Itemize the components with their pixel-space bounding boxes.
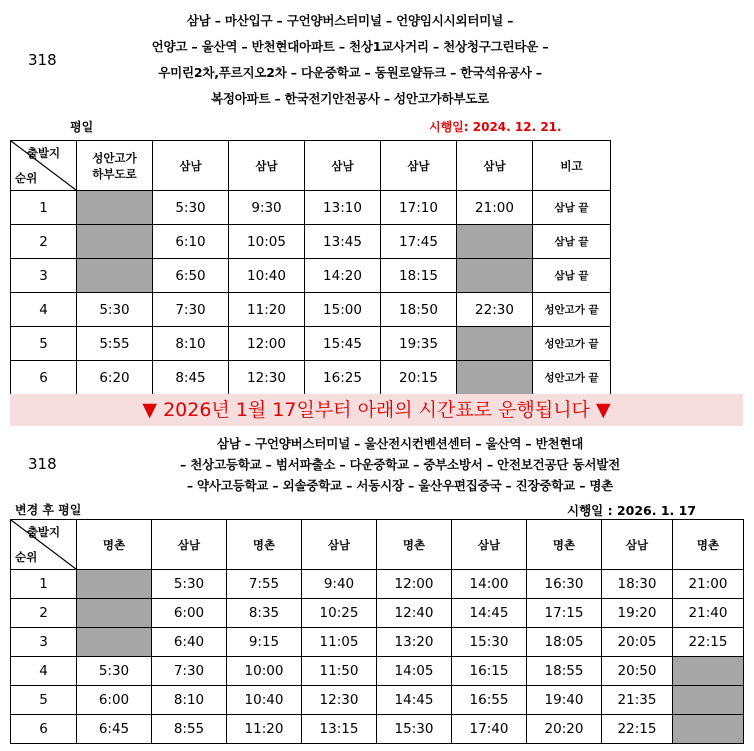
schedule-change-banner: ▼ 2026년 1월 17일부터 아래의 시간표로 운행됩니다 ▼ [10,394,743,426]
time-cell: 13:10 [305,191,381,225]
column-header: 비고 [533,141,611,191]
column-header: 삼남 [452,520,527,570]
note-cell: 성안고가 끝 [533,293,611,327]
time-cell: 13:15 [302,715,377,744]
time-cell: 19:20 [602,599,673,628]
time-cell: 8:10 [152,686,227,715]
empty-cell [77,628,152,657]
empty-cell [673,715,744,744]
table-row [11,225,611,259]
rank-cell: 4 [11,293,77,327]
rank-cell: 4 [11,657,77,686]
time-cell: 22:15 [602,715,673,744]
time-cell: 15:30 [452,628,527,657]
table-row [11,259,611,293]
time-cell: 16:55 [452,686,527,715]
time-cell: 17:15 [527,599,602,628]
corner-cell [11,141,77,191]
empty-cell [77,259,153,293]
corner-bottom-label: 순위 [15,550,38,564]
rank-cell: 5 [11,686,77,715]
time-cell: 6:00 [77,686,152,715]
time-cell: 18:50 [381,293,457,327]
time-cell: 12:00 [377,570,452,599]
empty-cell [457,327,533,361]
time-cell: 6:20 [77,361,153,395]
corner-top-label: 출발지 [26,525,61,539]
empty-cell [77,599,152,628]
rank-cell: 1 [11,191,77,225]
timetable-1 [10,140,611,395]
table-row [11,361,611,395]
empty-cell [457,259,533,293]
time-cell: 12:40 [377,599,452,628]
time-cell: 7:30 [152,657,227,686]
column-header: 삼남 [229,141,305,191]
note-cell: 삼남 끝 [533,259,611,293]
time-cell: 16:25 [305,361,381,395]
stops-line: 우미린2차,푸르지오2차 – 다운중학교 – 동원로얄듀크 – 한국석유공사 – [158,65,542,80]
stops-line: 언양고 – 울산역 – 반천현대아파트 – 천상1교사거리 – 천상청구그린타운 – [151,39,549,54]
column-header: 성안고가 하부도로 [77,141,153,191]
day-type-label: 변경 후 평일 [15,503,82,517]
route-number: 318 [28,51,57,69]
table-row [11,570,744,599]
column-header: 명촌 [227,520,302,570]
empty-cell [673,686,744,715]
rank-cell: 3 [11,259,77,293]
route-number: 318 [28,455,57,473]
route-stops [70,11,630,115]
column-header: 삼남 [457,141,533,191]
time-cell: 9:30 [229,191,305,225]
time-cell: 8:10 [153,327,229,361]
time-cell: 11:20 [229,293,305,327]
table-row [11,715,744,744]
time-cell: 6:00 [152,599,227,628]
rank-cell: 5 [11,327,77,361]
table-row [11,686,744,715]
time-cell: 11:05 [302,628,377,657]
time-cell: 11:20 [227,715,302,744]
stops-line: 삼남 – 구언양버스터미널 – 울산전시컨벤션센터 – 울산역 – 반천현대 [216,436,584,451]
time-cell: 20:05 [602,628,673,657]
time-cell: 17:10 [381,191,457,225]
table-row [11,327,611,361]
table-row [11,657,744,686]
time-cell: 5:30 [77,657,152,686]
empty-cell [77,225,153,259]
table-row [11,191,611,225]
stops-line: 삼남 – 마산입구 – 구언양버스터미널 – 언양임시시외터미널 – [186,13,514,28]
time-cell: 8:35 [227,599,302,628]
rank-cell: 6 [11,361,77,395]
effective-date: 시행일 : 2026. 1. 17 [567,503,697,518]
column-header: 명촌 [527,520,602,570]
time-cell: 14:00 [452,570,527,599]
stops-line: 복정아파트 – 한국전기안전공사 – 성안고가하부도로 [210,91,490,106]
time-cell: 7:55 [227,570,302,599]
rank-cell: 2 [11,225,77,259]
column-header: 삼남 [302,520,377,570]
time-cell: 14:45 [452,599,527,628]
column-header: 삼남 [305,141,381,191]
time-cell: 6:45 [77,715,152,744]
note-cell: 삼남 끝 [533,191,611,225]
time-cell: 10:40 [229,259,305,293]
time-cell: 18:05 [527,628,602,657]
time-cell: 7:30 [153,293,229,327]
time-cell: 6:50 [153,259,229,293]
corner-cell [11,520,77,570]
time-cell: 10:40 [227,686,302,715]
time-cell: 12:30 [302,686,377,715]
time-cell: 19:40 [527,686,602,715]
time-cell: 21:40 [673,599,744,628]
effective-date: 시행일: 2024. 12. 21. [429,120,562,134]
time-cell: 20:50 [602,657,673,686]
column-header: 삼남 [153,141,229,191]
header-row [11,520,744,570]
time-cell: 16:30 [527,570,602,599]
column-header: 삼남 [602,520,673,570]
column-header: 명촌 [77,520,152,570]
time-cell: 18:55 [527,657,602,686]
rank-cell: 2 [11,599,77,628]
corner-top-label: 출발지 [26,146,61,160]
time-cell: 10:25 [302,599,377,628]
table-row [11,599,744,628]
time-cell: 6:10 [153,225,229,259]
time-cell: 13:20 [377,628,452,657]
time-cell: 14:20 [305,259,381,293]
empty-cell [457,361,533,395]
empty-cell [77,191,153,225]
note-cell: 삼남 끝 [533,225,611,259]
time-cell: 21:00 [673,570,744,599]
time-cell: 5:30 [77,293,153,327]
time-cell: 17:45 [381,225,457,259]
time-cell: 5:30 [152,570,227,599]
table-row [11,293,611,327]
time-cell: 9:40 [302,570,377,599]
time-cell: 5:55 [77,327,153,361]
timetable-2 [10,519,744,744]
time-cell: 11:50 [302,657,377,686]
stops-line: – 천상고등학교 – 범서파출소 – 다운중학교 – 중부소방서 – 안전보건공단 동서발전 [180,457,620,472]
note-cell: 성안고가 끝 [533,361,611,395]
stops-line: – 약사고등학교 – 외솔중학교 – 서동시장 – 울산우편집중국 – 진장중학교 – 명촌 [186,478,614,493]
time-cell: 13:45 [305,225,381,259]
time-cell: 20:15 [381,361,457,395]
time-cell: 15:30 [377,715,452,744]
time-cell: 22:15 [673,628,744,657]
rank-cell: 1 [11,570,77,599]
time-cell: 19:35 [381,327,457,361]
time-cell: 14:05 [377,657,452,686]
time-cell: 9:15 [227,628,302,657]
time-cell: 21:00 [457,191,533,225]
time-cell: 8:45 [153,361,229,395]
table-row [11,628,744,657]
column-header: 명촌 [377,520,452,570]
time-cell: 15:00 [305,293,381,327]
time-cell: 10:00 [227,657,302,686]
time-cell: 22:30 [457,293,533,327]
time-cell: 10:05 [229,225,305,259]
time-cell: 12:30 [229,361,305,395]
column-header: 삼남 [381,141,457,191]
time-cell: 6:40 [152,628,227,657]
time-cell: 18:30 [602,570,673,599]
time-cell: 16:15 [452,657,527,686]
rank-cell: 6 [11,715,77,744]
day-type-label: 평일 [70,120,94,134]
time-cell: 18:15 [381,259,457,293]
empty-cell [673,657,744,686]
time-cell: 20:20 [527,715,602,744]
note-cell: 성안고가 끝 [533,327,611,361]
header-row [11,141,611,191]
time-cell: 17:40 [452,715,527,744]
empty-cell [77,570,152,599]
column-header: 명촌 [673,520,744,570]
empty-cell [457,225,533,259]
rank-cell: 3 [11,628,77,657]
time-cell: 15:45 [305,327,381,361]
time-cell: 14:45 [377,686,452,715]
time-cell: 21:35 [602,686,673,715]
time-cell: 5:30 [153,191,229,225]
column-header: 삼남 [152,520,227,570]
time-cell: 12:00 [229,327,305,361]
corner-bottom-label: 순위 [15,171,38,185]
time-cell: 8:55 [152,715,227,744]
route-stops [120,434,680,497]
